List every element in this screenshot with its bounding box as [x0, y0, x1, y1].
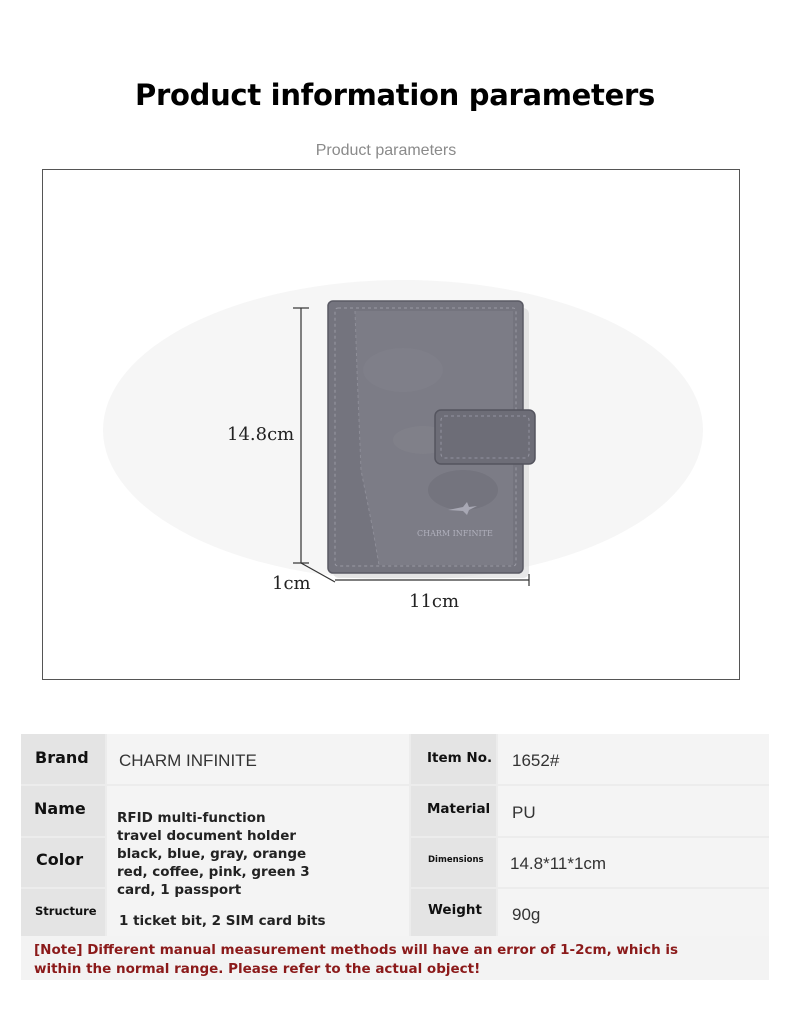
- material-value-cell: [498, 786, 769, 836]
- depth-label: 1cm: [272, 573, 311, 594]
- page-subtitle: Product parameters: [315, 142, 457, 159]
- material-value: PU: [512, 803, 536, 822]
- note-line-1: [Note] Different manual measurement methods will have an error of 1-2cm, which is: [34, 942, 679, 958]
- color-label: Color: [36, 850, 84, 869]
- product-image-frame: [42, 169, 740, 680]
- brand-value: CHARM INFINITE: [119, 751, 257, 770]
- weight-label: Weight: [428, 902, 482, 918]
- note-line-2: within the normal range. Please refer to the actual object!: [34, 960, 481, 977]
- dimensions-value: 14.8*11*1cm: [510, 854, 607, 873]
- wallet-strap: [435, 410, 535, 464]
- description-line: travel document holder: [117, 828, 297, 844]
- material-label: Material: [427, 801, 491, 817]
- wallet-logo-text: CHARM INFINITE: [417, 529, 493, 538]
- weight-value: 90g: [512, 905, 541, 924]
- description-line: 1 ticket bit, 2 SIM card bits: [119, 913, 326, 929]
- description-line: card, 1 passport: [117, 882, 242, 898]
- item-value: 1652#: [512, 751, 560, 770]
- description-line: RFID multi-function: [117, 810, 266, 826]
- measurement-note: [21, 936, 769, 980]
- product-dimension-illustration: [43, 170, 741, 681]
- name-label: Name: [34, 799, 86, 818]
- structure-label: Structure: [35, 904, 97, 918]
- item-label: Item No.: [427, 750, 493, 766]
- spec-table: [21, 734, 769, 939]
- description-line: black, blue, gray, orange: [117, 846, 307, 862]
- width-label: 11cm: [409, 591, 460, 612]
- description-line: red, coffee, pink, green 3: [117, 864, 310, 880]
- page-title: Product information parameters: [135, 78, 655, 112]
- dimensions-label: Dimensions: [428, 855, 484, 865]
- brand-label: Brand: [35, 748, 89, 767]
- height-label: 14.8cm: [227, 424, 295, 445]
